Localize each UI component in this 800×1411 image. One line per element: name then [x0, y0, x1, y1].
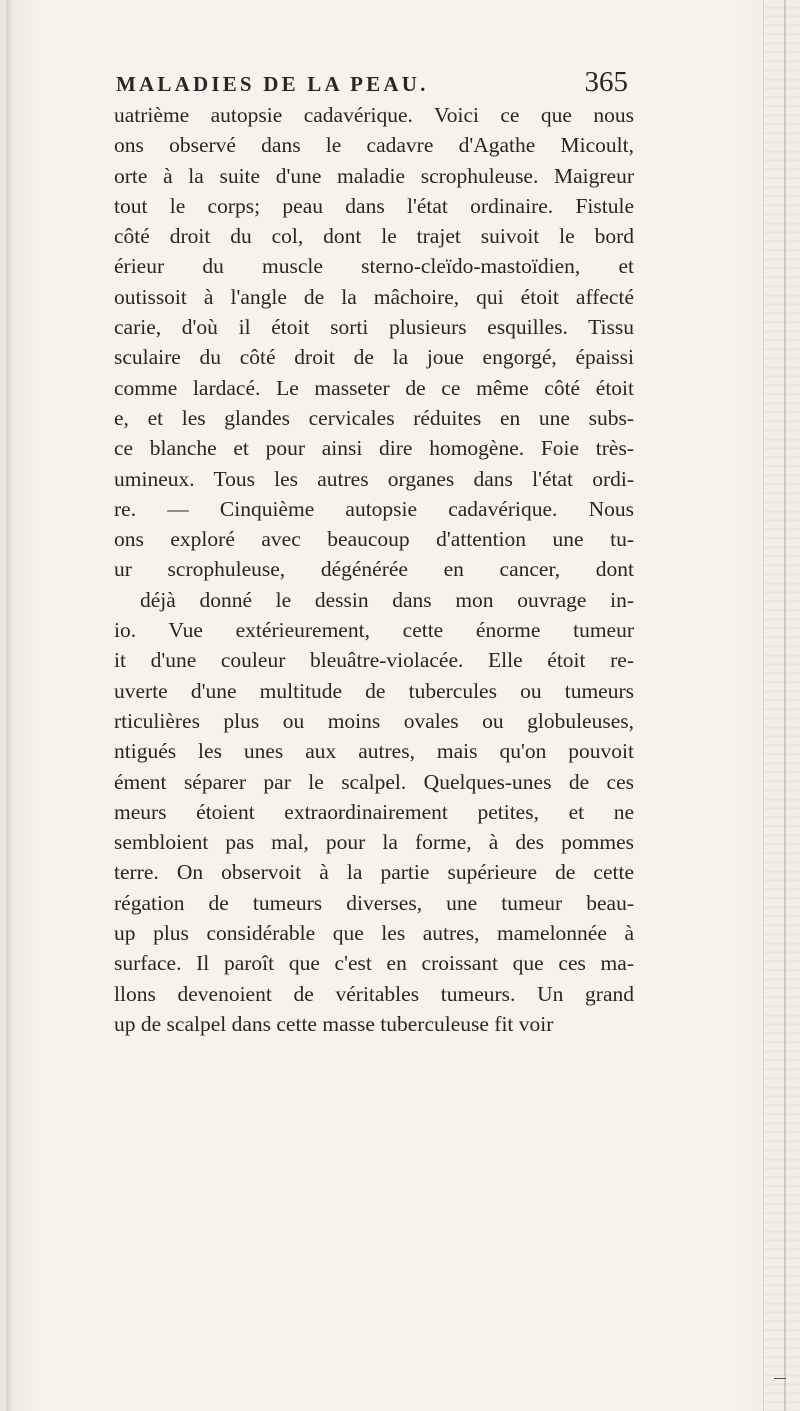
text-line: up plus considérable que les autres, mamelonnée à [114, 921, 634, 946]
text-line: io. Vue extérieurement, cette énorme tumeur [114, 618, 634, 643]
text-line: outissoit à l'angle de la mâchoire, qui étoit affecté [114, 284, 634, 309]
page-number: 365 [584, 66, 628, 98]
edge-mark [774, 1378, 786, 1379]
page-edge [763, 0, 800, 1411]
running-title: MALADIES DE LA PEAU. [116, 72, 429, 96]
text-line: re. — Cinquième autopsie cadavérique. Nous [114, 496, 634, 521]
body-text [114, 100, 634, 1039]
text-line: ons observé dans le cadavre d'Agathe Micoult, [114, 133, 634, 158]
text-line: surface. Il paroît que c'est en croissant que ces ma- [114, 951, 634, 976]
text-line: e, et les glandes cervicales réduites en une subs- [114, 405, 634, 430]
text-line: sculaire du côté droit de la joue engorgé, épaissi [114, 345, 634, 370]
text-line: ntigués les unes aux autres, mais qu'on pouvoit [114, 739, 634, 764]
text-line: ce blanche et pour ainsi dire homogène. Foie très- [114, 436, 634, 461]
text-line: uverte d'une multitude de tubercules ou tumeurs [114, 678, 634, 703]
text-line: umineux. Tous les autres organes dans l'état ordi- [114, 466, 634, 491]
text-line: régation de tumeurs diverses, une tumeur beau- [114, 890, 634, 915]
text-line: up de scalpel dans cette masse tuberculeuse fit voir [114, 1011, 554, 1036]
text-line: côté droit du col, dont le trajet suivoit le bord [114, 224, 634, 249]
text-line: comme lardacé. Le masseter de ce même côté étoit [114, 375, 634, 400]
text-line: meurs étoient extraordinairement petites, et ne [114, 799, 634, 824]
text-line: ément séparer par le scalpel. Quelques-unes de ces [114, 769, 634, 794]
text-line: érieur du muscle sterno-cleïdo-mastoïdien, et [114, 254, 634, 279]
text-line: ur scrophuleuse, dégénérée en cancer, dont [114, 557, 634, 582]
text-line: ons exploré avec beaucoup d'attention une tu- [114, 527, 634, 552]
text-line: tout le corps; peau dans l'état ordinaire. Fistule [114, 193, 634, 218]
text-line: uatrième autopsie cadavérique. Voici ce que nous [114, 103, 634, 127]
text-line: sembloient pas mal, pour la forme, à des pommes [114, 830, 634, 855]
binding-gutter [6, 0, 14, 1411]
text-line: orte à la suite d'une maladie scrophuleuse. Maigreur [114, 163, 634, 188]
text-line: it d'une couleur bleuâtre-violacée. Elle étoit re- [114, 648, 634, 673]
text-line: terre. On observoit à la partie supérieure de cette [114, 860, 634, 885]
text-line: déjà donné le dessin dans mon ouvrage in- [140, 587, 634, 612]
text-line: llons devenoient de véritables tumeurs. Un grand [114, 981, 634, 1006]
text-line: carie, d'où il étoit sorti plusieurs esquilles. Tissu [114, 315, 634, 340]
text-line: rticulières plus ou moins ovales ou globuleuses, [114, 708, 634, 733]
